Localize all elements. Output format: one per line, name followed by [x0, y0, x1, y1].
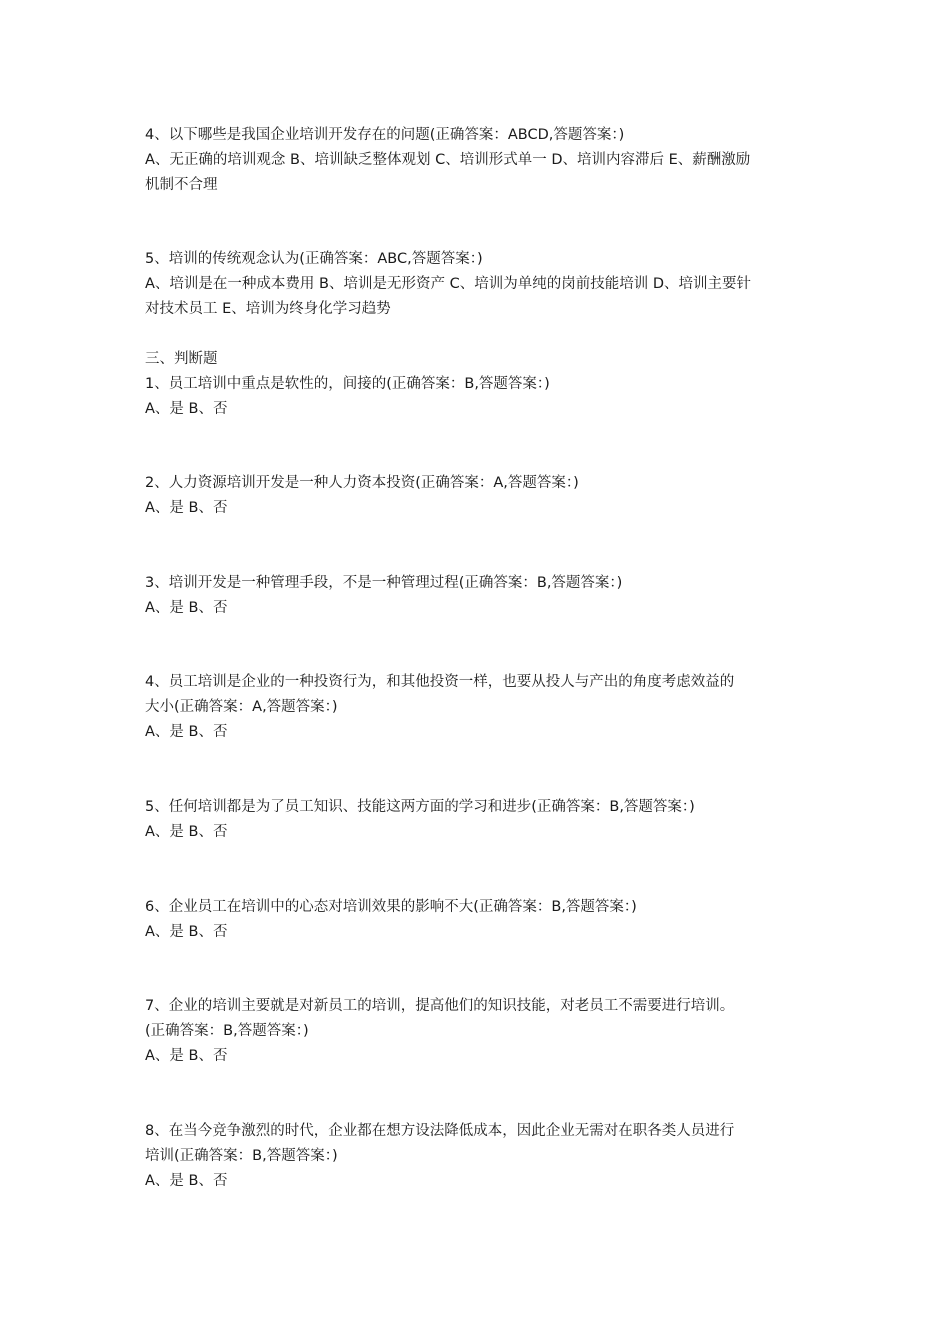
question-options: A、培训是在一种成本费用 B、培训是无形资产 C、培训为单纯的岗前技能培训 D、培训主要针 — [145, 276, 751, 292]
question-text: 培训(正确答案：B,答题答案：) — [145, 1148, 338, 1164]
question-options: 机制不合理 — [145, 177, 218, 193]
question-options: A、是 B、否 — [145, 401, 228, 417]
question-text: 7、企业的培训主要就是对新员工的培训，提高他们的知识技能，对老员工不需要进行培训。 — [145, 998, 735, 1014]
question-text: 大小(正确答案：A,答题答案：) — [145, 699, 338, 715]
question-judge-3 — [145, 571, 815, 621]
question-options: A、是 B、否 — [145, 924, 228, 940]
question-judge-4 — [145, 670, 815, 745]
question-options: A、无正确的培训观念 B、培训缺乏整体观划 C、培训形式单一 D、培训内容滞后 E、薪酬激励 — [145, 152, 751, 168]
question-text: 6、企业员工在培训中的心态对培训效果的影响不大(正确答案：B,答题答案：) — [145, 899, 637, 915]
section-title — [145, 347, 815, 372]
question-options: 对技术员工 E、培训为终身化学习趋势 — [145, 301, 391, 317]
question-options: A、是 B、否 — [145, 1048, 228, 1064]
question-options: A、是 B、否 — [145, 1173, 228, 1189]
question-judge-8 — [145, 1119, 815, 1194]
question-judge-6 — [145, 895, 815, 945]
question-text: 4、员工培训是企业的一种投资行为，和其他投资一样，也要从投人与产出的角度考虑效益的 — [145, 674, 735, 690]
question-options: A、是 B、否 — [145, 600, 228, 616]
question-multi-4 — [145, 123, 815, 198]
question-judge-2 — [145, 471, 815, 521]
question-text: 8、在当今竞争激烈的时代，企业都在想方设法降低成本，因此企业无需对在职各类人员进行 — [145, 1123, 735, 1139]
question-judge-1 — [145, 372, 815, 422]
question-text: 5、培训的传统观念认为(正确答案：ABC,答题答案：) — [145, 251, 483, 267]
question-text: 2、人力资源培训开发是一种人力资本投资(正确答案：A,答题答案：) — [145, 475, 579, 491]
question-options: A、是 B、否 — [145, 724, 228, 740]
question-judge-5 — [145, 795, 815, 845]
question-multi-5 — [145, 247, 815, 322]
question-text: 1、员工培训中重点是软性的，间接的(正确答案：B,答题答案：) — [145, 376, 550, 392]
question-options: A、是 B、否 — [145, 824, 228, 840]
question-text: 3、培训开发是一种管理手段，不是一种管理过程(正确答案：B,答题答案：) — [145, 575, 623, 591]
question-text: 4、以下哪些是我国企业培训开发存在的问题(正确答案：ABCD,答题答案：) — [145, 127, 625, 143]
section-heading: 三、判断题 — [145, 351, 218, 367]
question-options: A、是 B、否 — [145, 500, 228, 516]
question-judge-7 — [145, 994, 815, 1069]
question-text: (正确答案：B,答题答案：) — [145, 1023, 309, 1039]
question-text: 5、任何培训都是为了员工知识、技能这两方面的学习和进步(正确答案：B,答题答案：) — [145, 799, 695, 815]
